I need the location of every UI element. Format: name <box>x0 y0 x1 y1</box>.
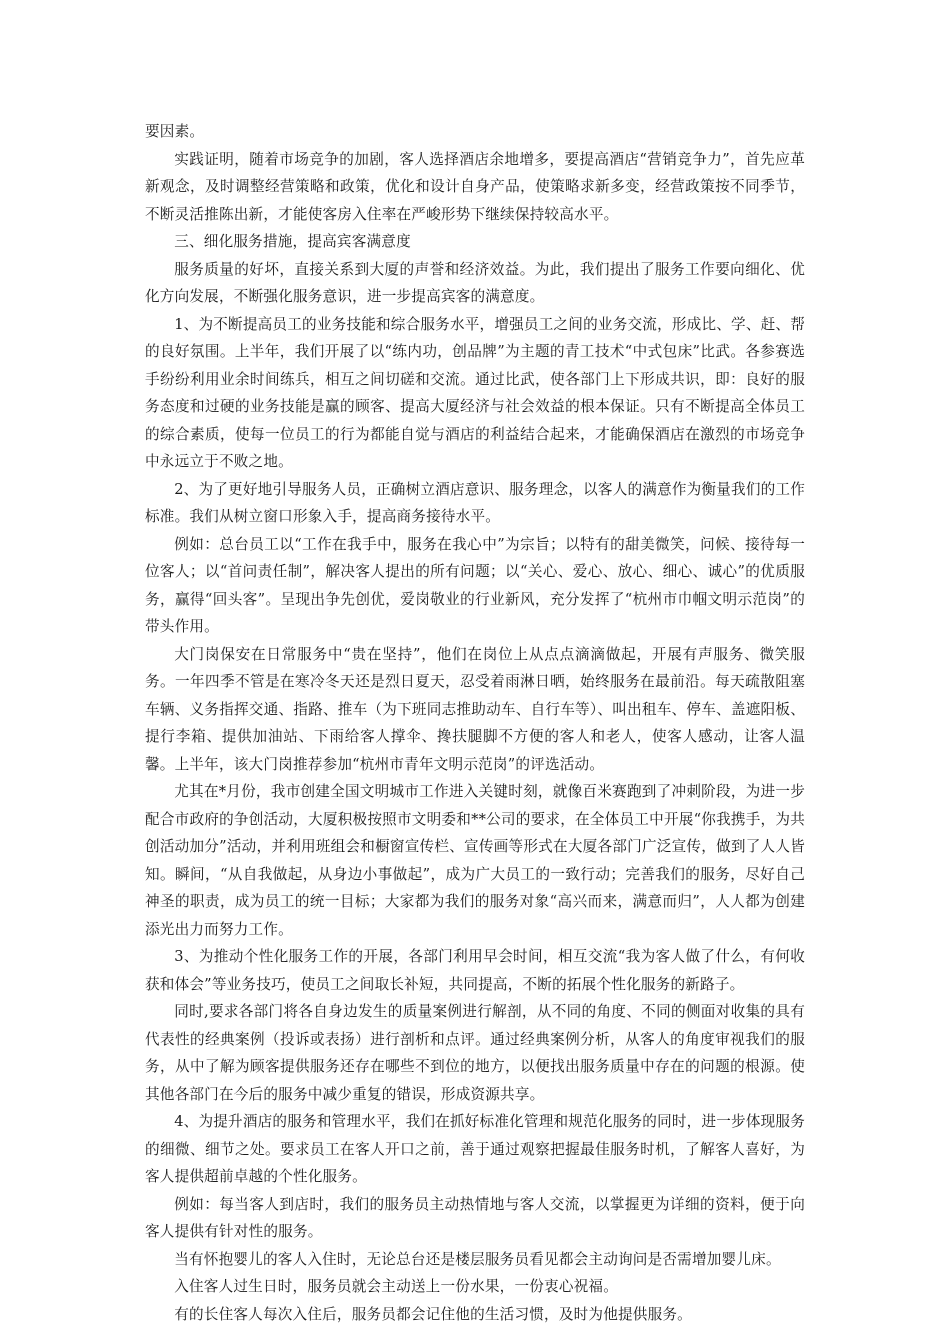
paragraph: 要因素。 <box>145 123 205 140</box>
paragraph: 同时,要求各部门将各自身边发生的质量案例进行解剖，从不同的角度、不同的侧面对收集的具有代表性的经典案例（投诉或表扬）进行剖析和点评。通过经典案例分析，从客人的角度审视我们的服务，从中了解为顾客提供服务还存在哪些不到位的地方，以便找出服务质量中存在的问题的根源。使其他各部门在今后的服务中减少重复的错误，形成资源共享。 <box>145 1003 805 1103</box>
paragraph: 尤其在*月份，我市创建全国文明城市工作进入关键时刻，就像百米赛跑到了冲刺阶段，为进一步配合市政府的争创活动，大厦积极按照市文明委和**公司的要求，在全体员工中开展“你我携手，为共创活动加分”活动，并利用班组会和橱窗宣传栏、宣传画等形式在大厦各部门广泛宣传，做到了人人皆知。瞬间，“从自我做起，从身边小事做起”，成为广大员工的一致行动；完善我们的服务，尽好自己神圣的职责，成为员工的统一目标；大家都为我们的服务对象“高兴而来，满意而归”，人人都为创建添光出力而努力工作。 <box>145 783 805 938</box>
document-body <box>145 118 805 1328</box>
paragraph: 4、为提升酒店的服务和管理水平，我们在抓好标准化管理和规范化服务的同时，进一步体现服务的细微、细节之处。要求员工在客人开口之前，善于通过观察把握最佳服务时机，了解客人喜好，为客人提供超前卓越的个性化服务。 <box>145 1113 806 1185</box>
paragraph: 当有怀抱婴儿的客人入住时，无论总台还是楼层服务员看见都会主动询问是否需增加婴儿床。 <box>174 1250 781 1268</box>
paragraph: 服务质量的好坏，直接关系到大厦的声誉和经济效益。为此，我们提出了服务工作要向细化、优化方向发展，不断强化服务意识，进一步提高宾客的满意度。 <box>145 260 805 305</box>
paragraph: 实践证明，随着市场竞争的加剧，客人选择酒店余地增多，要提高酒店“营销竞争力”，首先应革新观念，及时调整经营策略和政策，优化和设计自身产品，使策略求新多变，经营政策按不同季节，不断灵活推陈出新，才能使客房入住率在严峻形势下继续保持较高水平。 <box>145 150 805 223</box>
paragraph: 3、为推动个性化服务工作的开展，各部门利用早会时间，相互交流“我为客人做了什么，有何收获和体会”等业务技巧，使员工之间取长补短，共同提高，不断的拓展个性化服务的新路子。 <box>145 948 805 993</box>
paragraph: 例如：每当客人到店时，我们的服务员主动热情地与客人交流，以掌握更为详细的资料，便于向客人提供有针对性的服务。 <box>145 1195 805 1240</box>
paragraph: 入住客人过生日时，服务员就会主动送上一份水果，一份衷心祝福。 <box>174 1278 619 1295</box>
section-heading: 三、细化服务措施，提高宾客满意度 <box>174 233 411 250</box>
paragraph: 2、为了更好地引导服务人员，正确树立酒店意识、服务理念，以客人的满意作为衡量我们的工作标准。我们从树立窗口形象入手，提高商务接待水平。 <box>145 480 806 525</box>
paragraph: 1、为不断提高员工的业务技能和综合服务水平，增强员工之间的业务交流，形成比、学、赶、帮的良好氛围。上半年，我们开展了以“练内功，创品牌”为主题的青工技术“中式包床”比武。各参赛选手纷纷利用业余时间练兵，相互之间切磋和交流。通过比武，使各部门上下形成共识，即：良好的服务态度和过硬的业务技能是赢的顾客、提高大厦经济与社会效益的根本保证。只有不断提高全体员工的综合素质，使每一位员工的行为都能自觉与酒店的利益结合起来，才能确保酒店在激烈的市场竞争中永远立于不败之地。 <box>145 315 806 470</box>
paragraph: 例如：总台员工以“工作在我手中，服务在我心中”为宗旨；以特有的甜美微笑，问候、接待每一位客人；以“首问责任制”，解决客人提出的所有问题；以“关心、爱心、放心、细心、诚心”的优质服务，赢得“回头客”。呈现出争先创优，爱岗敬业的行业新风，充分发挥了“杭州市巾帼文明示范岗”的带头作用。 <box>145 535 805 635</box>
paragraph: 有的长住客人每次入住后，服务员都会记住他的生活习惯，及时为他提供服务。 <box>174 1305 692 1323</box>
paragraph: 大门岗保安在日常服务中“贵在坚持”，他们在岗位上从点点滴滴做起，开展有声服务、微笑服务。一年四季不管是在寒冷冬天还是烈日夏天，忍受着雨淋日晒，始终服务在最前沿。每天疏散阻塞车辆、义务指挥交通、指路、推车（为下班同志推助动车、自行车等）、叫出租车、停车、盖遮阳板、提行李箱、提供加油站、下雨给客人撑伞、搀扶腿脚不方便的客人和老人，使客人感动，让客人温馨。上半年，该大门岗推荐参加“杭州市青年文明示范岗”的评选活动。 <box>145 645 805 773</box>
